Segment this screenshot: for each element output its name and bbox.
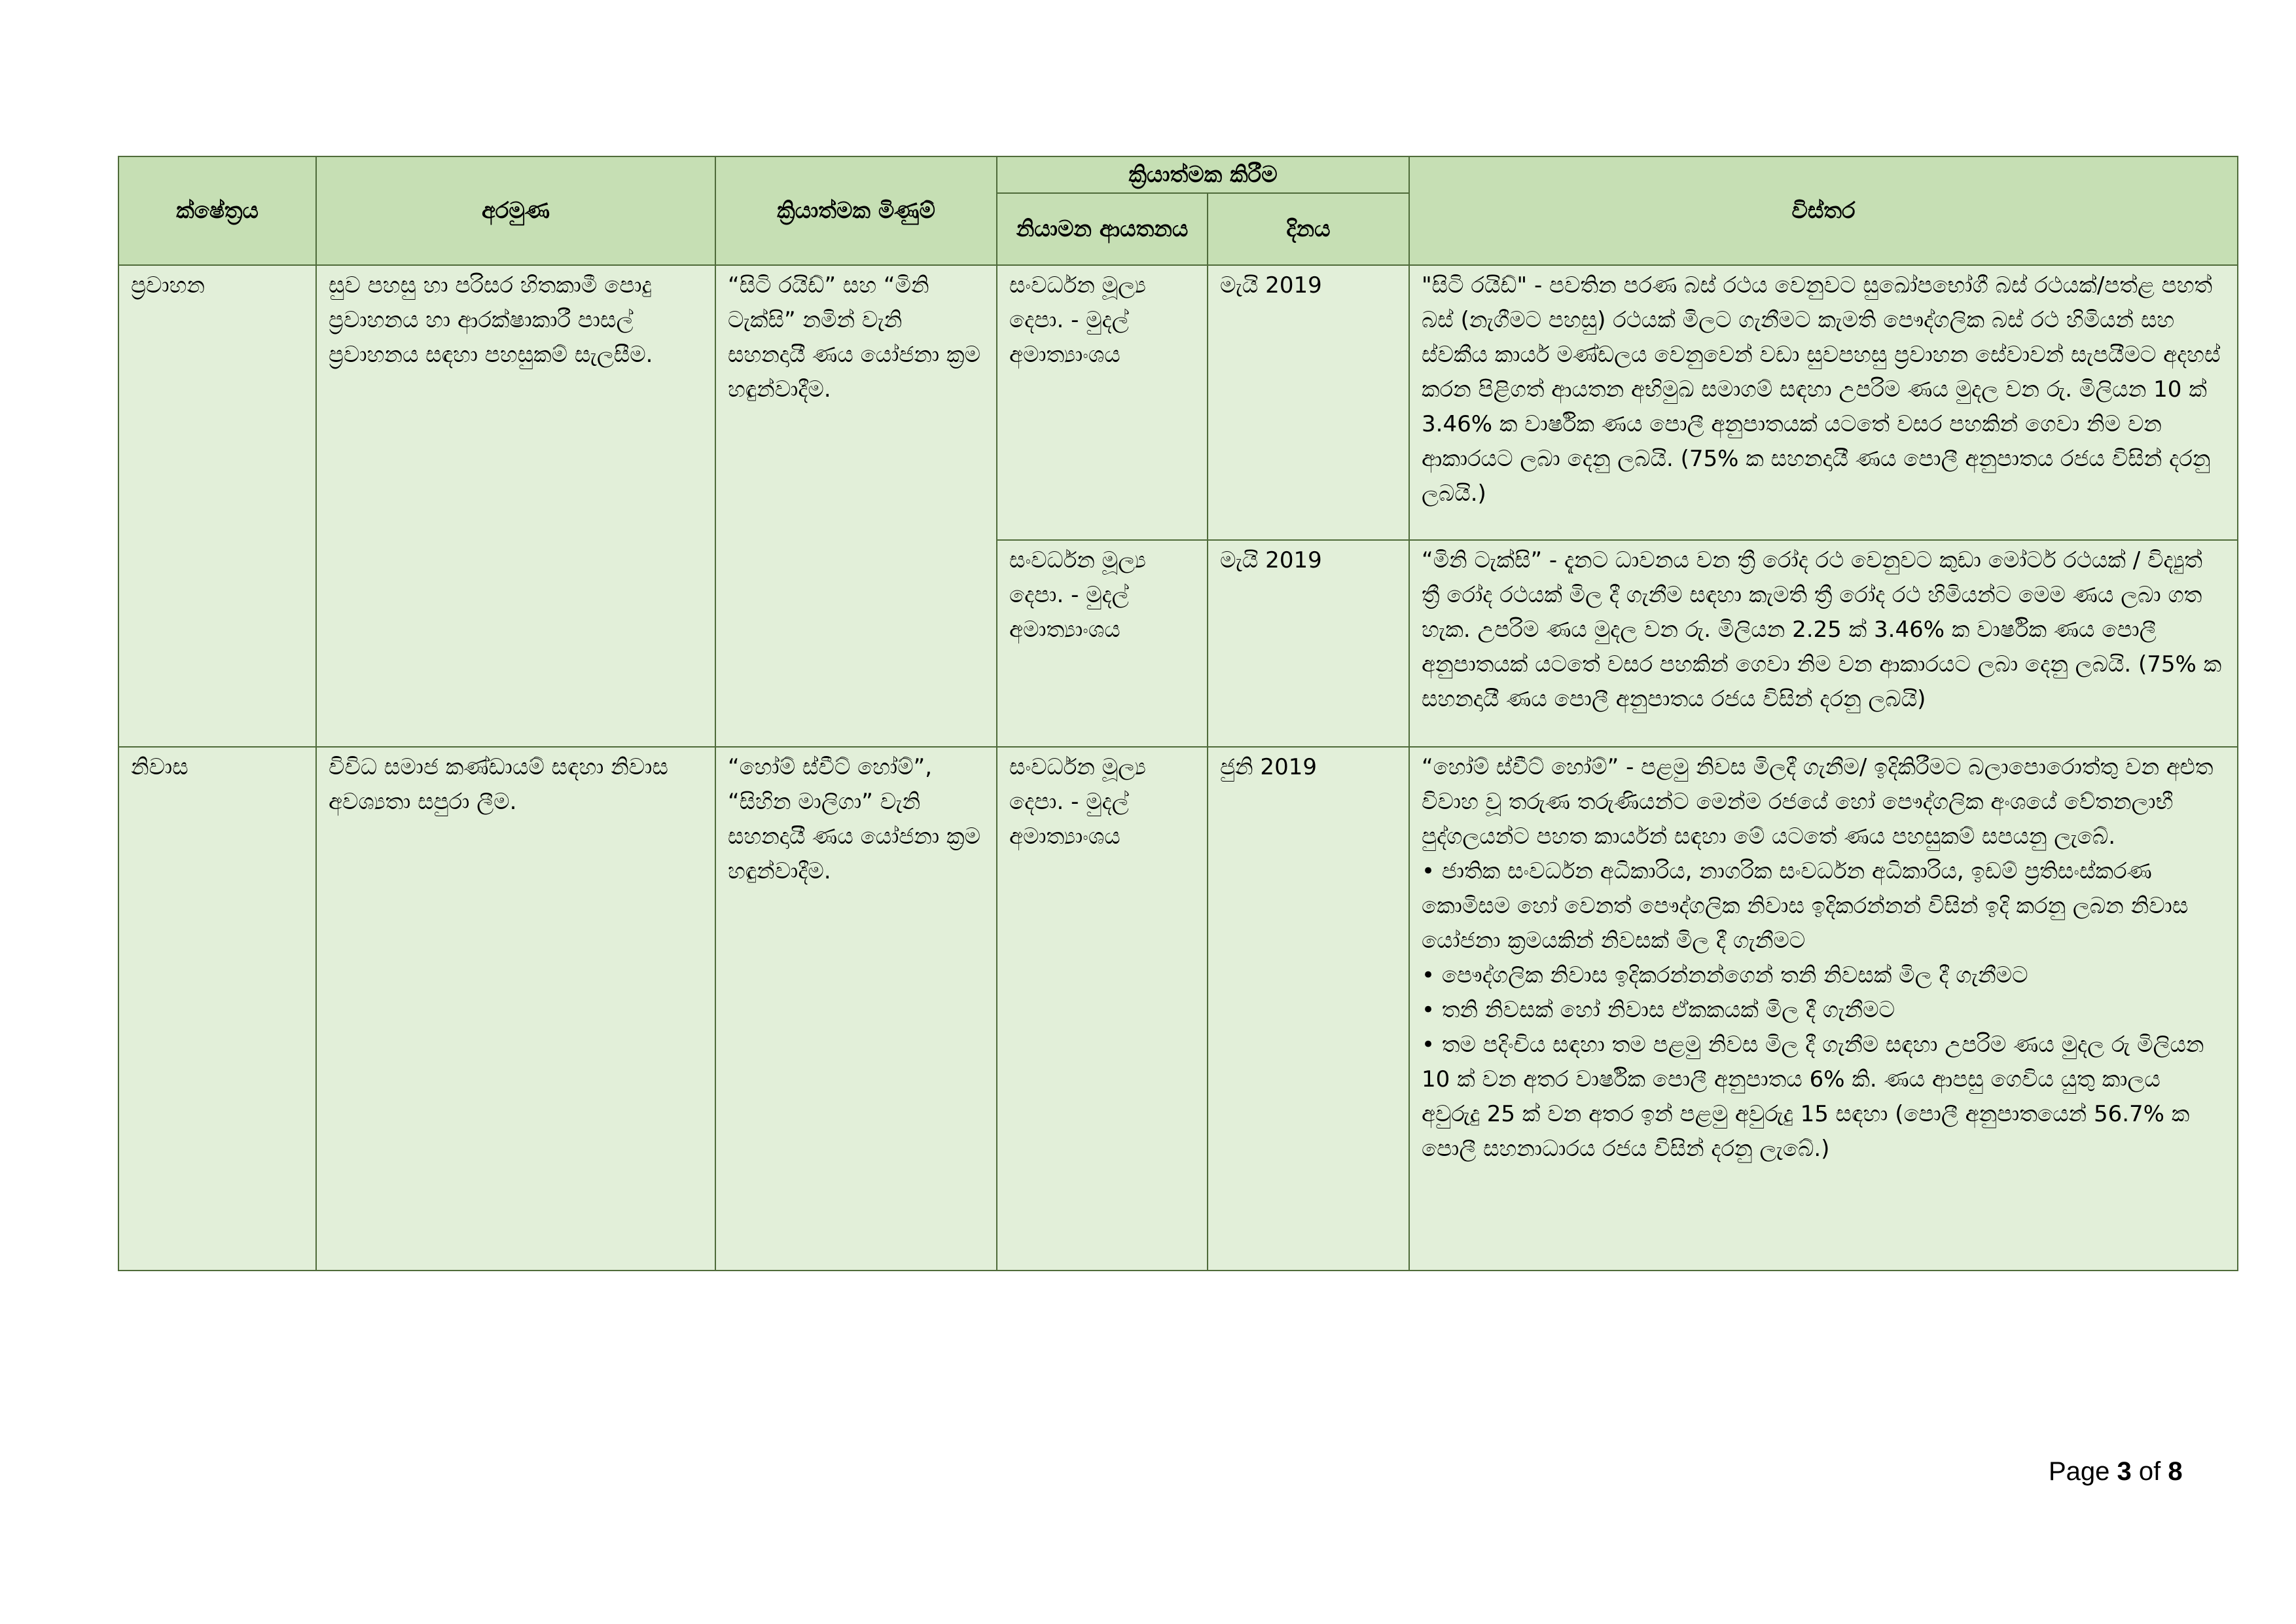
cell-details (1409, 747, 2238, 1271)
header-measure: ක්‍රියාත්මක මිණුම් (715, 156, 997, 265)
cell-objective: විවිධ සමාජ කණ්ඩායම් සඳහා නිවාස අවශ්‍යතා සපුරා ලීම. (316, 747, 715, 1271)
page-total: 8 (2168, 1457, 2183, 1486)
details-bullet: • තනි නිවසක් හෝ නිවාස ඒකකයක් මිල දී ගැනීමට (1422, 997, 1895, 1023)
header-implementation: ක්‍රියාත්මක කිරීම (997, 156, 1409, 193)
header-details: විස්තර (1409, 156, 2238, 265)
cell-date: මැයි 2019 (1208, 540, 1409, 747)
page-number (2049, 1457, 2183, 1487)
cell-date: ජුනි 2019 (1208, 747, 1409, 1271)
details-paragraph: “හෝම් ස්වීට් හෝම්” - පළමු නිවස මිලදී ගැනීම/ ඉදිකිරීමට බලාපොරොත්තු වන අළුත විවාහ වූ තරුණ තරුණියන්ට මෙන්ම රජයේ හෝ පෞද්ගලික අංශයේ වේතනලාභී පුද්ගලයන්ට පහත කාර්යන් සඳහා මේ යටතේ ණය පහසුකම් සපයනු ලැබේ. (1422, 754, 2214, 850)
page-current: 3 (2117, 1457, 2132, 1486)
policy-table (118, 156, 2238, 1271)
table-row (118, 747, 2238, 1271)
header-sector: ක්ෂේත්‍රය (118, 156, 316, 265)
cell-details: "සිටි රයිඩ්" - පවතින පරණ බස් රථය වෙනුවට සුඛෝපභෝගී බස් රථයක්/පත්ළ පහත් බස් (නැගීමට පහසු) රථයක් මිලට ගැනීමට කැමති පෞද්ගලික බස් රථ හිමියන් සහ ස්වකීය කාර්ය මණ්ඩලය වෙනුවෙන් වඩා සුවපහසු ප්‍රවාහන සේවාවන් සැපයීමට අදහස් කරන පිළිගත් ආයතන අභිමුඛ සමාගම් සඳහා උපරිම ණය මුදල වන රු. මිලියන 10 ක් 3.46% ක වාර්ෂික ණය පොලී අනුපාතයක් යටතේ වසර පහකින් ගෙවා නිම වන ආකාරයට ලබා දෙනු ලබයි. (75% ක සහනදායී ණය පොලී අනුපාතය රජය විසින් දරනු ලබයි.) (1409, 265, 2238, 540)
table-row (118, 265, 2238, 540)
cell-sector: ප්‍රවාහන (118, 265, 316, 747)
header-date: දිනය (1208, 193, 1409, 265)
cell-measure: “සිටි රයිඩ්” සහ “මිනි ටැක්සි” නමින් වැනි සහනදායී ණය යෝජනා ක්‍රම හඳුන්වාදීම. (715, 265, 997, 747)
cell-measure: “හෝම් ස්වීට් හෝම්”, “සිහින මාලිගා” වැනි සහනදායී ණය යෝජනා ක්‍රම හඳුන්වාදීම. (715, 747, 997, 1271)
details-bullet: • තම පදිංචිය සඳහා තම පළමු නිවස මිල දී ගැනීම සඳහා උපරිම ණය මුදල රු මිලියන 10 ක් වන අතර වාර්ෂික පොලී අනුපාතය 6% කි. ණය ආපසු ගෙවිය යුතු කාලය අවුරුදු 25 ක් වන අතර ඉන් පළමු අවුරුදු 15 සඳහා (පොලී අනුපාතයෙන් 56.7% ක පොලී සහනාධාරය රජය විසින් දරනු ලැබේ.) (1422, 1032, 2204, 1162)
cell-institution: සංවර්ධන මූල්‍ය දෙපා. - මුදල් අමාත්‍යාංශය (997, 540, 1208, 747)
header-institution: නියාමන ආයතනය (997, 193, 1208, 265)
page-prefix: Page (2049, 1457, 2110, 1486)
cell-objective: සුව පහසු හා පරිසර හිතකාමී පොදු ප්‍රවාහනය හා ආරක්ෂාකාරී පාසල් ප්‍රවාහනය සඳහා පහසුකම් සැලසීම. (316, 265, 715, 747)
page-of: of (2138, 1457, 2161, 1486)
cell-institution: සංවර්ධන මූල්‍ය දෙපා. - මුදල් අමාත්‍යාංශය (997, 747, 1208, 1271)
cell-details: “මිනි ටැක්සි” - දැනට ධාවනය වන ත්‍රී රෝද රථ වෙනුවට කුඩා මෝටර් රථයක් / විද්‍යුත් ත්‍රී රෝද රථයක් මිල දී ගැනීම සඳහා කැමති ත්‍රී රෝද රථ හිමියන්ට මෙම ණය ලබා ගත හැක. උපරිම ණය මුදල වන රු. මිලියන 2.25 ක් 3.46% ක වාර්ෂික ණය පොලී අනුපාතයක් යටතේ වසර පහකින් ගෙවා නිම වන ආකාරයට ලබා දෙනු ලබයි. (75% ක සහනදායී ණය පොලී අනුපාතය රජය විසින් දරනු ලබයි) (1409, 540, 2238, 747)
cell-institution: සංවර්ධන මූල්‍ය දෙපා. - මුදල් අමාත්‍යාංශය (997, 265, 1208, 540)
cell-sector: නිවාස (118, 747, 316, 1271)
header-objective: අරමුණ (316, 156, 715, 265)
details-bullet: • පෞද්ගලික නිවාස ඉදිකරන්නන්ගෙන් තනි නිවසක් මිල දී ගැනීමට (1422, 962, 2028, 988)
header-row (118, 156, 2238, 193)
cell-date: මැයි 2019 (1208, 265, 1409, 540)
details-bullet: • ජාතික සංවර්ධන අධිකාරිය, නාගරික සංවර්ධන අධිකාරිය, ඉඩම් ප්‍රතිසංස්කරණ කොමිසම හෝ වෙනත් පෞද්ගලික නිවාස ඉදිකරන්නන් විසින් ඉදි කරනු ලබන නිවාස යෝජනා ක්‍රමයකින් නිවසක් මිල දී ගැනීමට (1422, 858, 2189, 954)
